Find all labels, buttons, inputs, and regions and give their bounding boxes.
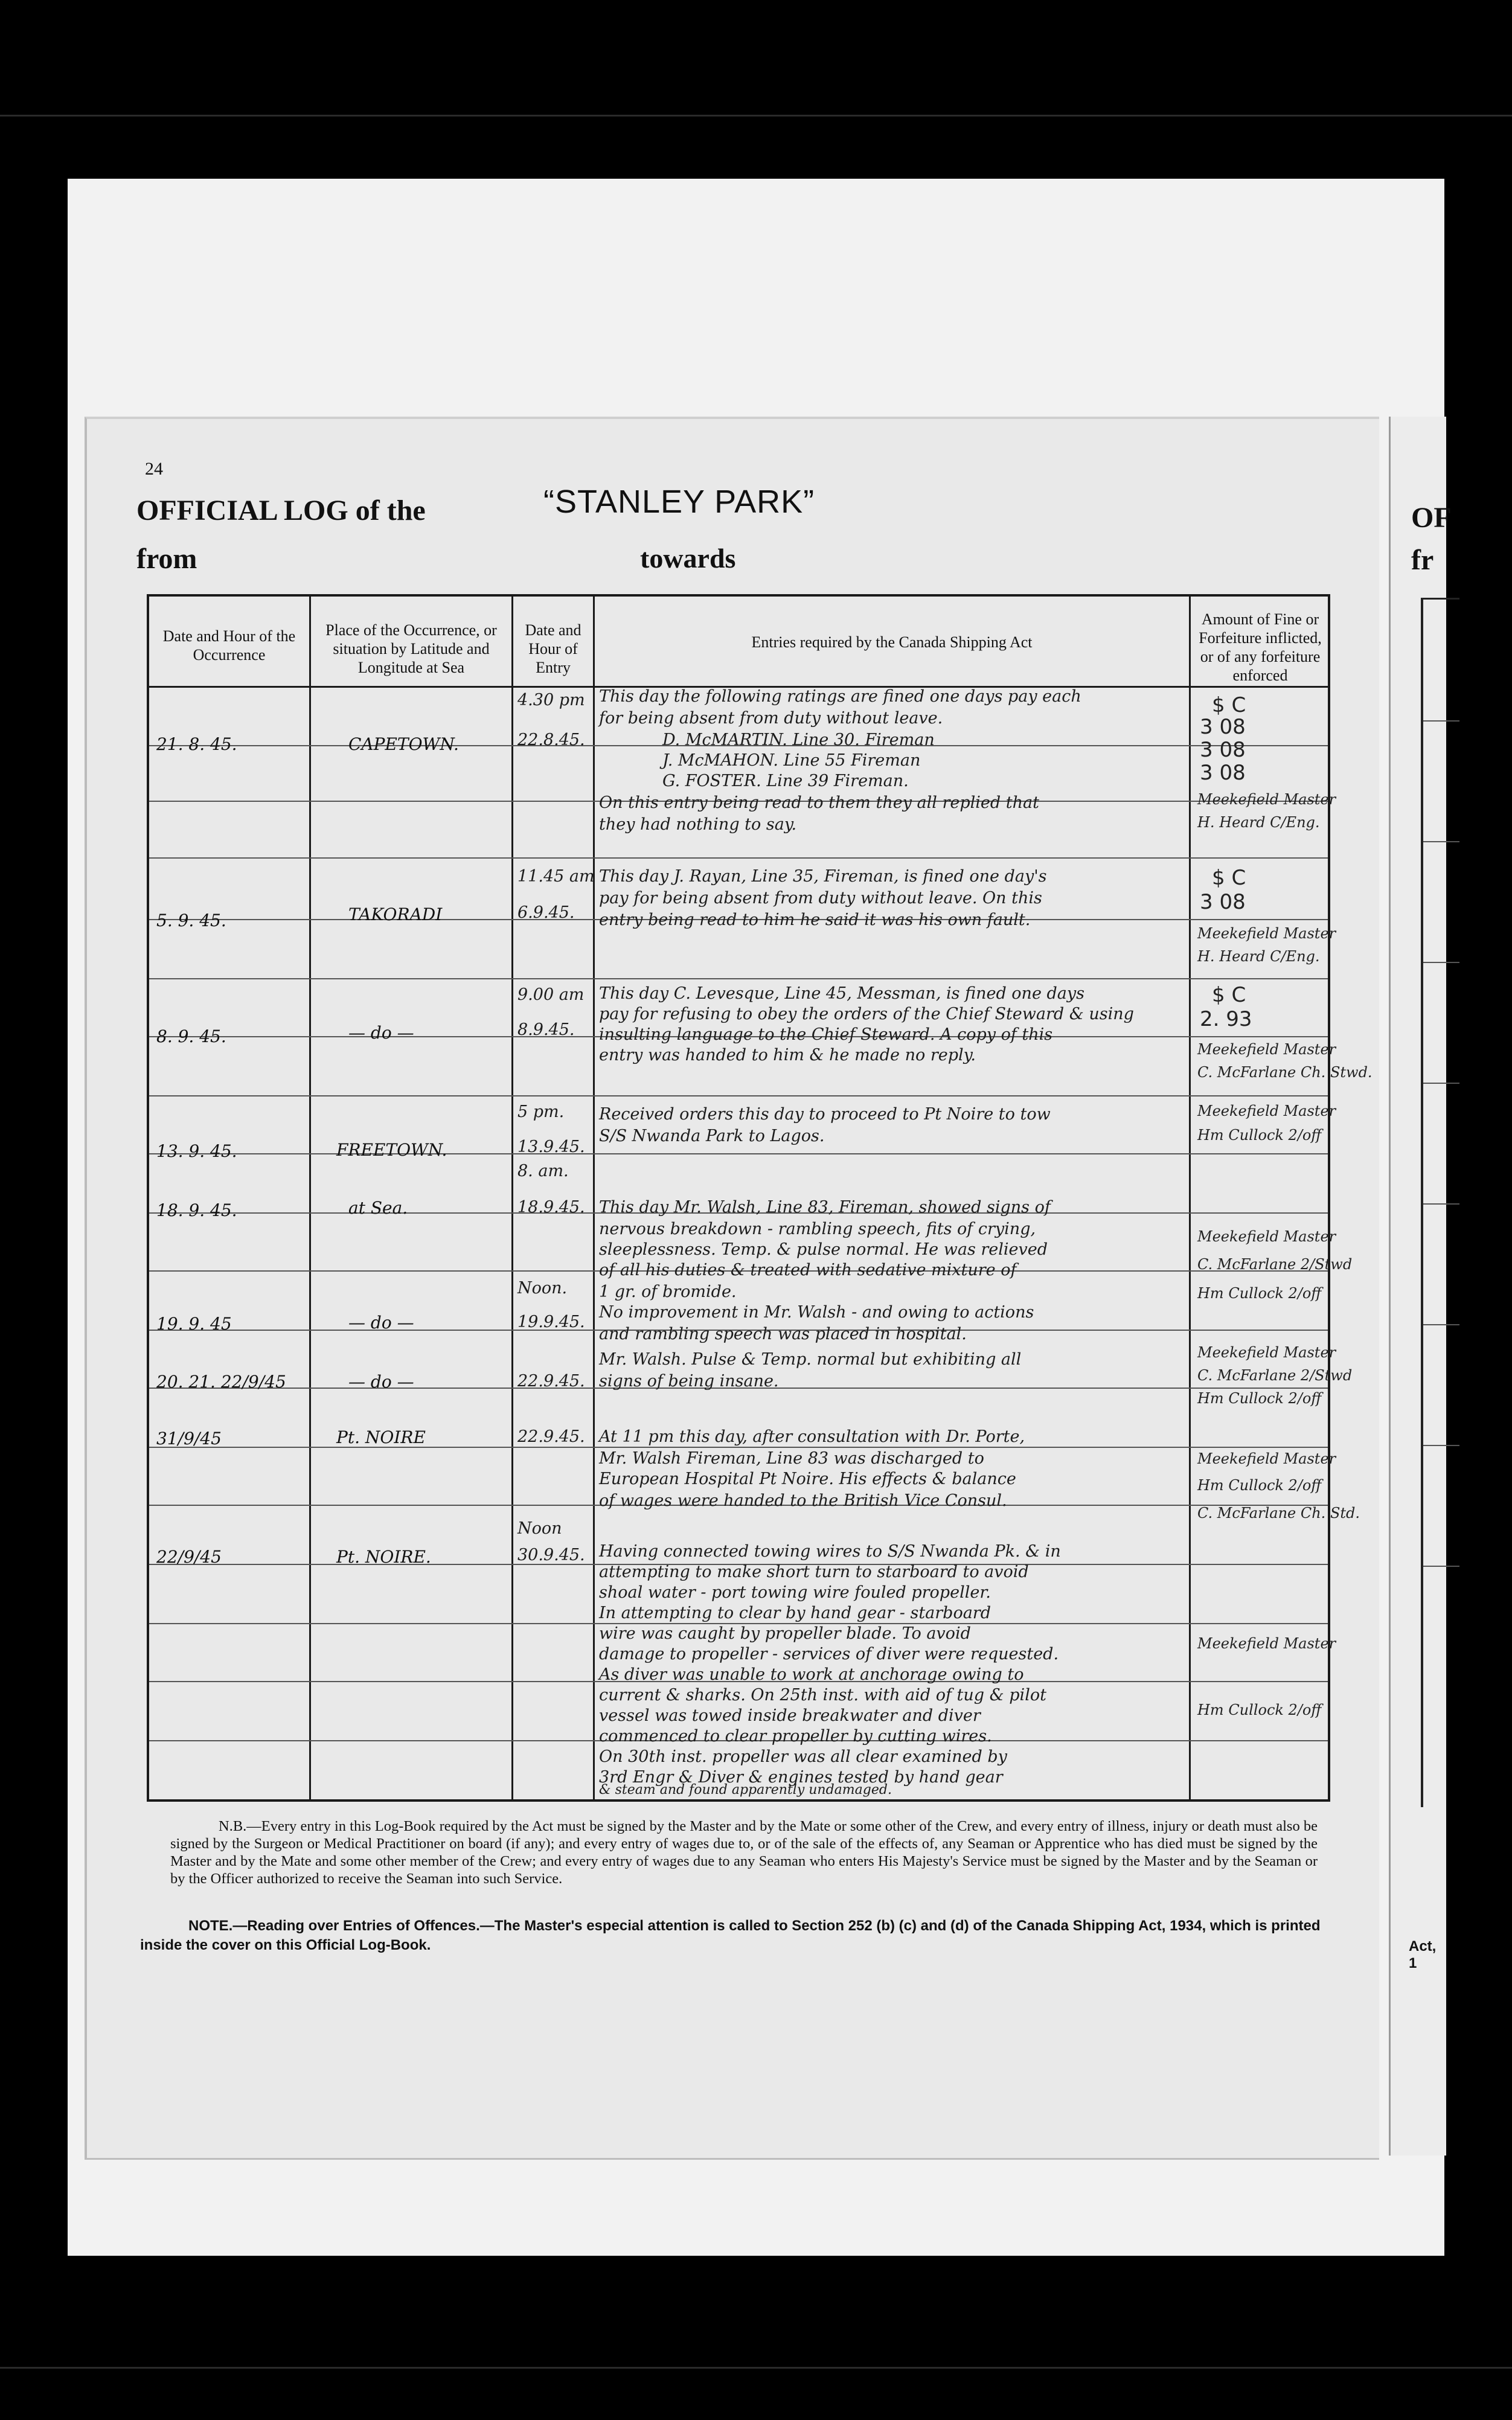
adjacent-title-fragment: OF: [1411, 502, 1452, 534]
log-table: [147, 594, 1373, 1802]
row-fine: $ C: [1212, 693, 1246, 717]
row-entry-time: 9.00 am: [517, 985, 585, 1004]
row-entry-line: signs of being insane.: [599, 1372, 779, 1391]
row-entry-line: & steam and found apparently undamaged.: [599, 1782, 892, 1797]
row-entry-date: 18.9.45.: [517, 1198, 585, 1217]
from-label: from: [136, 543, 197, 575]
row-entry-line: G. FOSTER. Line 39 Fireman.: [662, 772, 909, 790]
row-entry-line: On 30th inst. propeller was all clear examined by: [599, 1747, 1007, 1766]
row-entry-line: nervous breakdown - rambling speech, fits of crying,: [599, 1220, 1036, 1238]
row-entry-line: attempting to make short turn to starboard to avoid: [599, 1563, 1029, 1581]
row-entry-line: This day the following ratings are fined one days pay each: [599, 687, 1081, 706]
film-edge-top: [0, 115, 1512, 117]
row-place: FREETOWN.: [336, 1140, 447, 1160]
adjacent-page: [1389, 417, 1452, 2156]
row-place: — do —: [348, 1023, 414, 1043]
row-entry-line: entry being read to him he said it was his own fault.: [599, 911, 1031, 929]
row-entry-line: European Hospital Pt Noire. His effects & balance: [599, 1470, 1016, 1488]
signature: C. McFarlane Ch. Stwd.: [1197, 1064, 1373, 1081]
row-place: at Sea.: [348, 1198, 408, 1218]
row-entry-line: damage to propeller - services of diver were requested.: [599, 1645, 1059, 1663]
row-entry-line: commenced to clear propeller by cutting wires.: [599, 1727, 992, 1746]
row-entry-line: On this entry being read to them they all replied that: [599, 793, 1039, 812]
signature: C. McFarlane 2/Stwd: [1197, 1367, 1353, 1384]
row-entry-line: 1 gr. of bromide.: [599, 1282, 737, 1301]
row-entry-date: 22.9.45.: [517, 1372, 585, 1391]
row-place: Pt. NOIRE: [336, 1427, 426, 1447]
row-fine: 3 08: [1200, 738, 1246, 762]
col-header-date: Date and Hour of the Occurrence: [162, 627, 296, 664]
row-entry-line: wire was caught by propeller blade. To avoid: [599, 1624, 971, 1643]
row-entry-line: vessel was towed inside breakwater and diver: [599, 1706, 981, 1725]
signature: Meekefield Master: [1197, 1635, 1336, 1652]
signature: Hm Cullock 2/off: [1197, 1390, 1322, 1407]
signature: Meekefield Master: [1197, 1344, 1336, 1361]
row-entry-line: Received orders this day to proceed to Pt Noire to tow: [599, 1105, 1051, 1124]
adjacent-act-fragment: Act, 1: [1409, 1938, 1437, 1971]
row-entry-line: D. McMARTIN. Line 30. Fireman: [662, 731, 935, 749]
note-reading-offences: NOTE.—Reading over Entries of Offences.—The Master's especial attention is called to Section 252 (b) (c) and (d) of the Canada Shipping Act, 1934, which is printed inside the cover on this Official Log-Book.: [140, 1918, 1321, 1953]
row-entry-date: 8.9.45.: [517, 1020, 575, 1039]
row-entry-line: Having connected towing wires to S/S Nwanda Pk. & in: [599, 1542, 1061, 1561]
row-entry-line: sleeplessness. Temp. & pulse normal. He was relieved: [599, 1240, 1048, 1259]
row-entry-line: pay for being absent from duty without leave. On this: [599, 889, 1042, 908]
row-entry-time: Noon: [517, 1519, 562, 1538]
row-fine: 3 08: [1200, 761, 1246, 785]
row-place: — do —: [348, 1372, 414, 1392]
row-entry-line: No improvement in Mr. Walsh - and owing to actions: [599, 1303, 1034, 1322]
signature: C. McFarlane Ch. Std.: [1197, 1505, 1360, 1522]
row-entry-date: 13.9.45.: [517, 1138, 585, 1156]
row-entry-line: As diver was unable to work at anchorage owing to: [599, 1665, 1024, 1684]
row-fine: 2. 93: [1200, 1007, 1252, 1031]
signature: H. Heard C/Eng.: [1197, 948, 1320, 965]
row-fine: $ C: [1212, 866, 1246, 890]
row-entry-line: shoal water - port towing wire fouled propeller.: [599, 1583, 991, 1602]
row-entry-time: Noon.: [517, 1279, 568, 1298]
adjacent-table-edge: [1421, 598, 1459, 1807]
row-entry-line: they had nothing to say.: [599, 815, 797, 834]
row-entry-line: At 11 pm this day, after consultation with Dr. Porte,: [599, 1427, 1025, 1446]
row-entry-line: current & sharks. On 25th inst. with aid of tug & pilot: [599, 1686, 1046, 1705]
row-entry-date: 30.9.45.: [517, 1546, 585, 1564]
signature: C. McFarlane 2/Stwd: [1197, 1256, 1353, 1273]
signature: Meekefield Master: [1197, 791, 1336, 808]
row-entry-line: This day J. Rayan, Line 35, Fireman, is fined one day's: [599, 867, 1047, 886]
signature: Meekefield Master: [1197, 1041, 1336, 1058]
col-header-place: Place of the Occurrence, or situation by Latitude and Longitude at Sea: [325, 621, 497, 676]
row-entry-line: of all his duties & treated with sedative mixture of: [599, 1261, 1017, 1279]
signature: Hm Cullock 2/off: [1197, 1285, 1322, 1302]
towards-label: towards: [640, 543, 736, 574]
row-entry-date: 19.9.45.: [517, 1313, 585, 1331]
ship-name-stamp: “STANLEY PARK”: [543, 484, 815, 520]
col-header-fine: Amount of Fine or Forfeiture inflicted, or of any forfeiture enforced: [1199, 610, 1322, 684]
row-entry-line: 3rd Engr & Diver & engines tested by hand gear: [599, 1768, 1003, 1787]
row-date: 19. 9. 45: [156, 1314, 232, 1334]
row-date: 13. 9. 45.: [156, 1141, 237, 1161]
row-entry-time: 8. am.: [517, 1162, 569, 1180]
signature: Meekefield Master: [1197, 1450, 1336, 1467]
row-entry-date: 22.8.45.: [517, 731, 585, 749]
row-entry-date: 22.9.45.: [517, 1427, 585, 1446]
row-place: Pt. NOIRE.: [336, 1547, 431, 1567]
footnote-nb: N.B.—Every entry in this Log-Book required by the Act must be signed by the Master and by the Mate or some other of the Crew, and every entry of illness, injury or death must also be signed by the Surgeon or Medical Practitioner on board (if any); and every entry of wages due to, or of the sale of the effects of, any Seaman or Apprentice who has died must be signed by the Master and by the Mate and some other member of the Crew; and every entry of wages due to any Seaman who enters His Majesty's Service must be signed by the Master and by the Seaman or by the Officer authorized to receive the Seaman into such Service.: [170, 1818, 1318, 1887]
row-entry-line: S/S Nwanda Park to Lagos.: [599, 1127, 825, 1145]
row-entry-line: pay for refusing to obey the orders of the Chief Steward & using: [599, 1005, 1134, 1023]
row-entry-line: In attempting to clear by hand gear - starboard: [599, 1604, 991, 1622]
row-entry-line: Mr. Walsh Fireman, Line 83 was discharged to: [599, 1449, 984, 1468]
row-entry-line: This day Mr. Walsh, Line 83, Fireman, showed signs of: [599, 1198, 1051, 1217]
row-date: 31/9/45: [156, 1429, 222, 1448]
signature: Hm Cullock 2/off: [1197, 1701, 1322, 1718]
adjacent-from-fragment: fr: [1411, 544, 1434, 576]
row-entry-line: for being absent from duty without leave.: [599, 709, 943, 728]
row-place: TAKORADI: [348, 904, 443, 924]
row-entry-time: 11.45 am: [517, 867, 595, 886]
row-place: — do —: [348, 1313, 414, 1333]
col-header-entries: Entries required by the Canada Shipping Act: [751, 633, 1033, 651]
page-number: 24: [145, 459, 163, 479]
col-header-entry-date: Date and Hour of Entry: [525, 621, 581, 676]
row-fine: $ C: [1212, 983, 1246, 1007]
row-date: 22/9/45: [156, 1547, 222, 1567]
signature: Meekefield Master: [1197, 1228, 1336, 1245]
signature: Meekefield Master: [1197, 925, 1336, 942]
row-date: 5. 9. 45.: [156, 911, 226, 930]
signature: Hm Cullock 2/off: [1197, 1127, 1322, 1144]
row-date: 20. 21. 22/9/45: [156, 1372, 286, 1392]
row-entry-line: and rambling speech was placed in hospital.: [599, 1325, 967, 1343]
page-title: OFFICIAL LOG of the: [136, 495, 426, 527]
film-edge-bottom: [0, 2367, 1512, 2369]
row-entry-time: 5 pm.: [517, 1103, 565, 1121]
row-entry-date: 6.9.45.: [517, 903, 575, 922]
row-date: 21. 8. 45.: [156, 734, 237, 754]
signature: Hm Cullock 2/off: [1197, 1477, 1322, 1494]
row-fine: 3 08: [1200, 715, 1246, 739]
row-entry-line: Mr. Walsh. Pulse & Temp. normal but exhibiting all: [599, 1350, 1022, 1369]
row-entry-line: J. McMAHON. Line 55 Fireman: [662, 751, 921, 770]
row-fine: 3 08: [1200, 890, 1246, 914]
row-entry-time: 4.30 pm: [517, 691, 585, 709]
row-date: 18. 9. 45.: [156, 1200, 237, 1220]
row-entry-line: of wages were handed to the British Vice Consul.: [599, 1491, 1007, 1510]
signature: Meekefield Master: [1197, 1103, 1336, 1119]
row-place: CAPETOWN.: [348, 734, 459, 754]
row-entry-line: This day C. Levesque, Line 45, Messman, is fined one days: [599, 984, 1085, 1003]
row-entry-line: entry was handed to him & he made no reply.: [599, 1046, 976, 1064]
row-date: 8. 9. 45.: [156, 1026, 226, 1046]
row-entry-line: insulting language to the Chief Steward. A copy of this: [599, 1025, 1053, 1044]
signature: H. Heard C/Eng.: [1197, 814, 1320, 831]
